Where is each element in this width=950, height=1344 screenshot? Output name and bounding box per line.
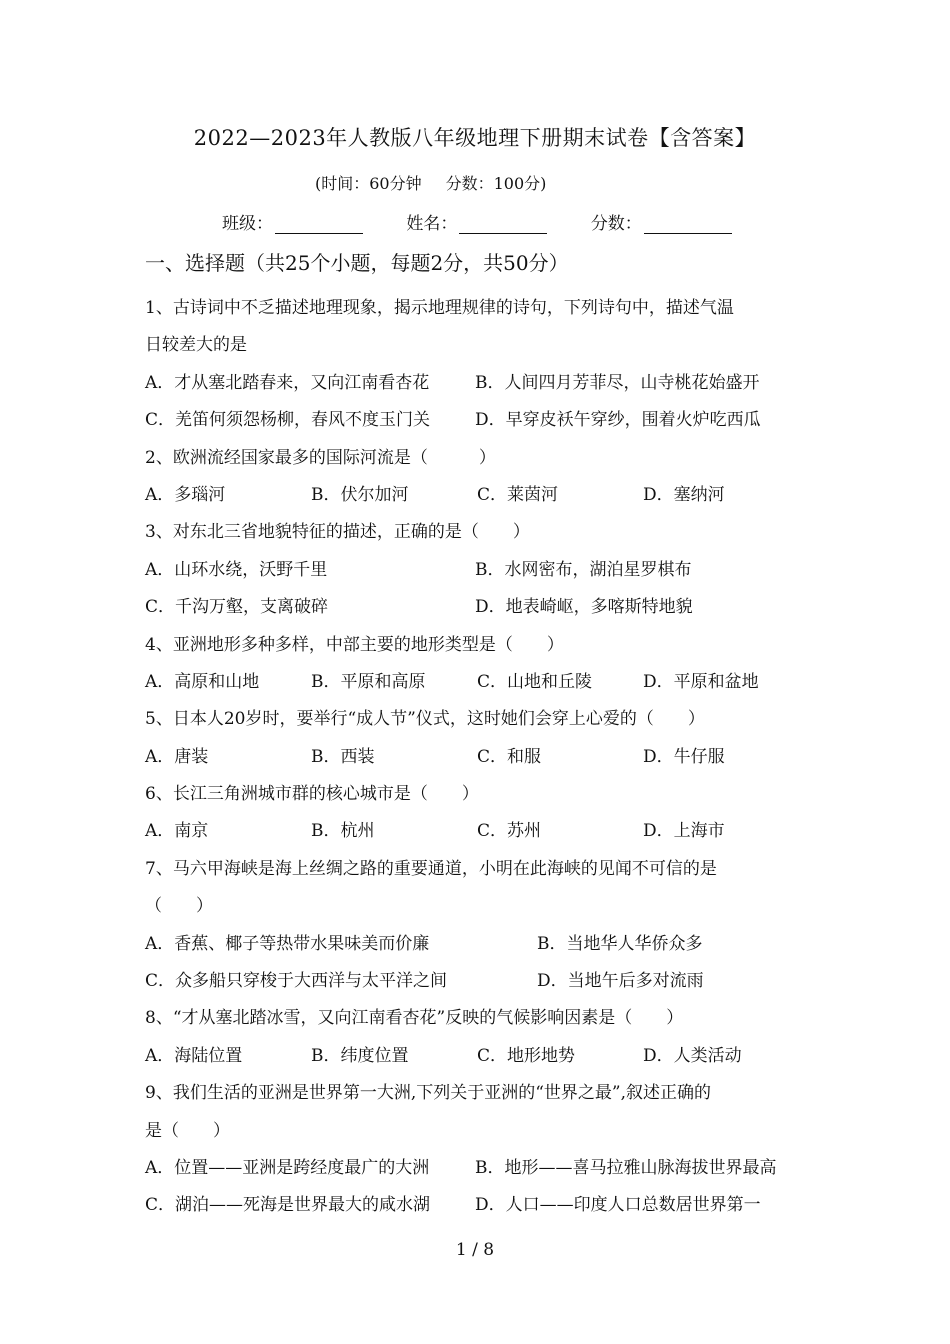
question-3-option-d[interactable]: D．地表崎岖，多喀斯特地貌: [475, 597, 693, 618]
class-blank[interactable]: [275, 213, 363, 234]
question-3-option-a[interactable]: A．山环水绕，沃野千里: [145, 559, 328, 580]
question-1-option-b[interactable]: B．人间四月芳菲尽，山寺桃花始盛开: [475, 372, 760, 393]
question-2-stem: 2、欧洲流经国家最多的国际河流是（ ）: [145, 447, 496, 468]
question-2-option-c[interactable]: C．莱茵河: [477, 484, 559, 505]
question-7-option-b[interactable]: B．当地华人华侨众多: [537, 933, 703, 954]
name-field: [406, 209, 547, 234]
question-3-option-b[interactable]: B．水网密布，湖泊星罗棋布: [475, 559, 692, 580]
question-6-option-b[interactable]: B．杭州: [311, 821, 375, 842]
question-8-option-d[interactable]: D．人类活动: [643, 1045, 742, 1066]
question-9-option-a[interactable]: A．位置——亚洲是跨经度最广的大洲: [145, 1157, 430, 1178]
question-8-option-b[interactable]: B．纬度位置: [311, 1045, 409, 1066]
question-6-option-a[interactable]: A．南京: [145, 821, 209, 842]
question-4-option-d[interactable]: D．平原和盆地: [643, 671, 759, 692]
score-blank[interactable]: [644, 213, 732, 234]
question-1-options-row-2: [145, 402, 815, 439]
question-2-option-a[interactable]: A．多瑙河: [145, 484, 226, 505]
class-label: 班级：: [222, 214, 273, 234]
time-info: (时间：60分钟: [315, 174, 422, 193]
question-5-options: [145, 739, 815, 776]
question-4-option-a[interactable]: A．高原和山地: [145, 671, 260, 692]
score-info: 分数：100分): [445, 174, 547, 193]
question-7-line-1: 7、马六甲海峡是海上丝绸之路的重要通道，小明在此海峡的见闻不可信的是: [145, 858, 717, 879]
question-7-option-d[interactable]: D．当地午后多对流雨: [537, 971, 704, 992]
question-7-line-2: （ ）: [145, 896, 213, 917]
question-3-stem: 3、对东北三省地貌特征的描述，正确的是（ ）: [145, 522, 530, 543]
question-8-option-a[interactable]: A．海陆位置: [145, 1045, 243, 1066]
question-6-stem: 6、长江三角洲城市群的核心城市是（ ）: [145, 784, 479, 805]
score-field: [591, 209, 732, 234]
question-3-option-c[interactable]: C．千沟万壑，支离破碎: [145, 597, 329, 618]
question-2-options: [145, 477, 815, 514]
question-4-options: [145, 664, 815, 701]
class-field: [222, 209, 363, 234]
question-5-option-d[interactable]: D．牛仔服: [643, 746, 725, 767]
question-6-option-c[interactable]: C．苏州: [477, 821, 542, 842]
question-4-option-b[interactable]: B．平原和高原: [311, 671, 426, 692]
question-9-option-b[interactable]: B．地形——喜马拉雅山脉海拔世界最高: [475, 1157, 777, 1178]
section-heading: 一、选择题（共25个小题，每题2分，共50分）: [145, 251, 569, 275]
page-number: 1 / 8: [455, 1240, 495, 1260]
question-1-option-d[interactable]: D．早穿皮袄午穿纱，围着火炉吃西瓜: [475, 410, 761, 431]
question-1-line-1: 1、古诗词中不乏描述地理现象，揭示地理规律的诗句，下列诗句中，描述气温: [145, 298, 734, 318]
question-4-stem: 4、亚洲地形多种多样，中部主要的地形类型是（ ）: [145, 634, 564, 655]
question-1-line-2: 日较差大的是: [145, 335, 247, 356]
question-8-options: [145, 1038, 815, 1075]
question-9-options-row-1: [145, 1150, 815, 1187]
question-9-option-c[interactable]: C．湖泊——死海是世界最大的咸水湖: [145, 1195, 431, 1216]
score-label: 分数：: [590, 214, 642, 234]
question-6-options: [145, 813, 815, 850]
question-5-option-c[interactable]: C．和服: [477, 746, 542, 767]
question-8-option-c[interactable]: C．地形地势: [477, 1045, 576, 1066]
question-6-option-d[interactable]: D．上海市: [643, 821, 725, 842]
exam-title: 2022—2023年人教版八年级地理下册期末试卷【含答案】: [193, 126, 757, 150]
exam-meta: [315, 171, 546, 194]
question-1-options-row-1: [145, 365, 815, 402]
question-9-option-d[interactable]: D．人口——印度人口总数居世界第一: [475, 1195, 761, 1216]
question-5-stem: 5、日本人20岁时，要举行“成人节”仪式，这时她们会穿上心爱的（ ）: [145, 709, 705, 730]
question-9-line-1: 9、我们生活的亚洲是世界第一大洲,下列关于亚洲的“世界之最”,叙述正确的: [145, 1083, 712, 1104]
name-blank[interactable]: [459, 213, 547, 234]
question-8-stem: 8、“才从塞北踏冰雪，又向江南看杏花”反映的气候影响因素是（ ）: [145, 1008, 684, 1029]
question-5-option-a[interactable]: A．唐装: [145, 746, 209, 767]
question-9-line-2: 是（ ）: [145, 1120, 230, 1141]
question-1-option-a[interactable]: A．才从塞北踏春来，又向江南看杏花: [145, 372, 430, 393]
question-9-options-row-2: [145, 1187, 815, 1224]
question-3-options-row-2: [145, 589, 815, 626]
question-2-option-b[interactable]: B．伏尔加河: [311, 484, 409, 505]
name-label: 姓名：: [406, 214, 458, 234]
question-4-option-c[interactable]: C．山地和丘陵: [477, 671, 593, 692]
question-7-option-a[interactable]: A．香蕉、椰子等热带水果味美而价廉: [145, 933, 430, 954]
question-3-options-row-1: [145, 552, 815, 589]
question-5-option-b[interactable]: B．西装: [311, 746, 375, 767]
question-7-options-row-2: [145, 963, 815, 1000]
question-1-option-c[interactable]: C．羌笛何须怨杨柳，春风不度玉门关: [145, 410, 431, 431]
question-list: [145, 290, 815, 1225]
question-7-options-row-1: [145, 926, 815, 963]
question-2-option-d[interactable]: D．塞纳河: [643, 484, 725, 505]
question-7-option-c[interactable]: C．众多船只穿梭于大西洋与太平洋之间: [145, 971, 448, 992]
student-info-fields: [222, 209, 770, 234]
